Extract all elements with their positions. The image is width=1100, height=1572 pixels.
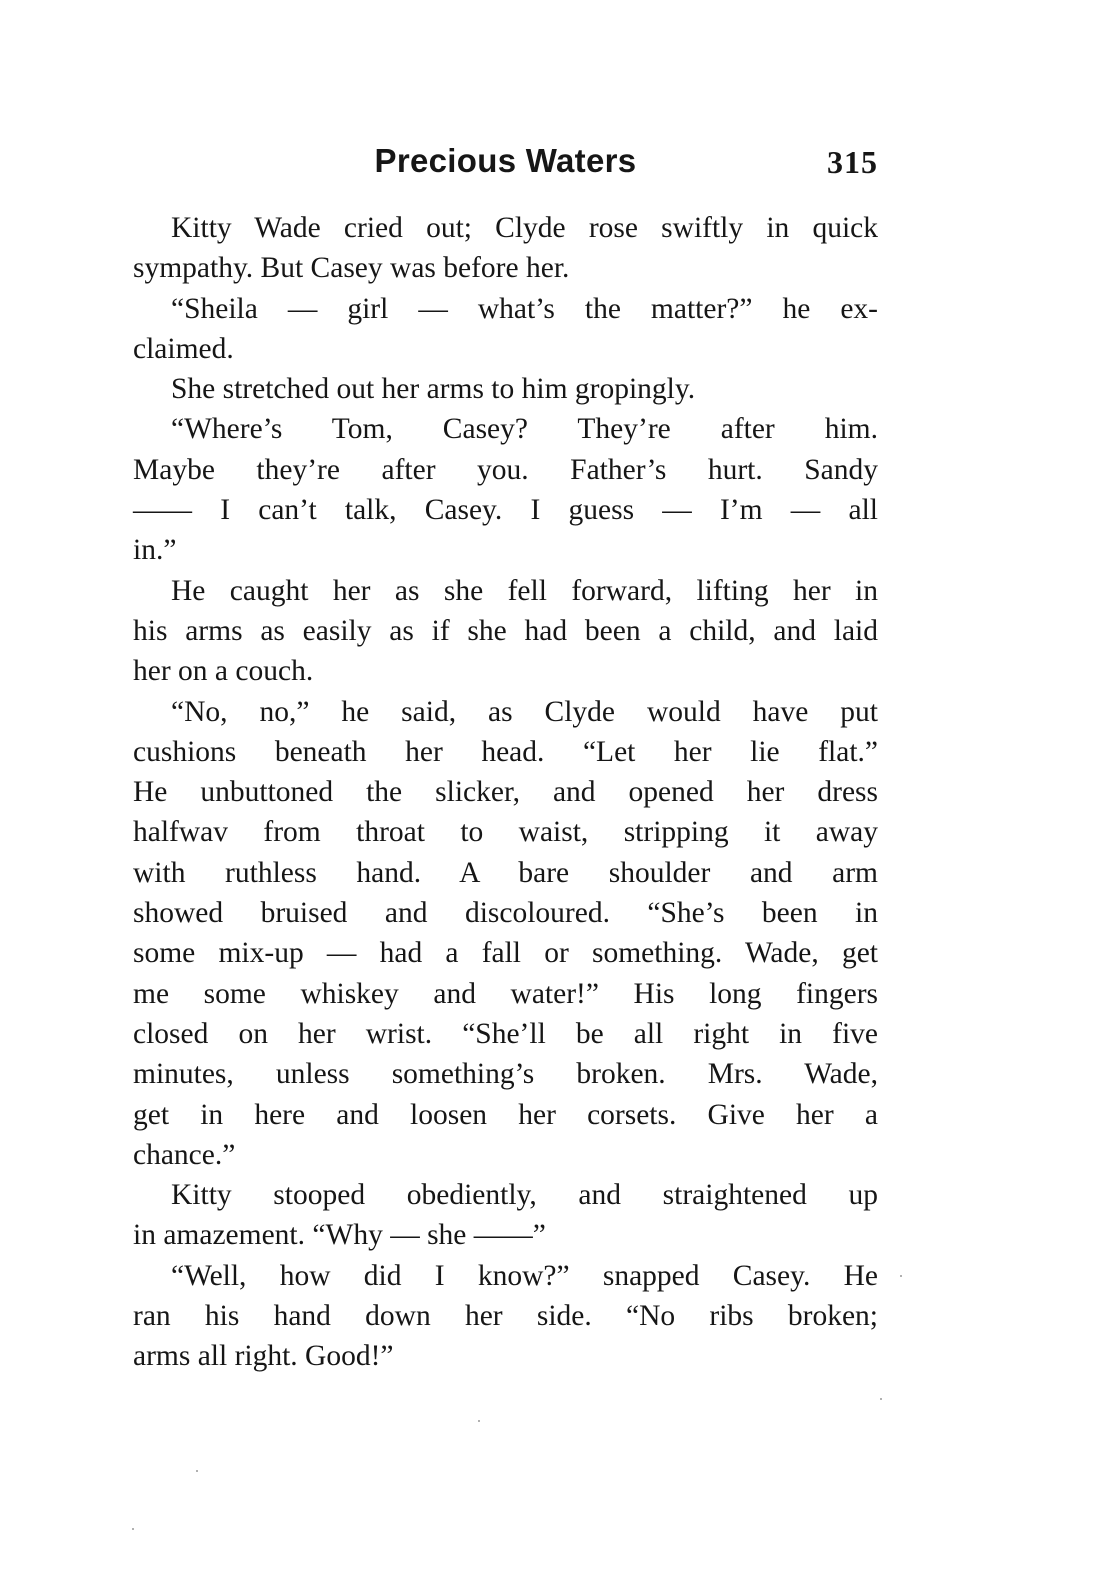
text-line: in amazement. “Why — she ——” — [133, 1219, 546, 1252]
text-line: —— I can’t talk, Casey. I guess — I’m — all — [133, 494, 878, 527]
text-line: minutes, unless something’s broken. Mrs. Wade, — [133, 1058, 878, 1091]
text-line: some mix-up — had a fall or something. Wade, get — [133, 937, 878, 970]
text-line: “Sheila — girl — what’s the matter?” he ex- — [171, 292, 878, 325]
text-line: closed on her wrist. “She’ll be all right in five — [133, 1017, 878, 1050]
scan-speck — [196, 1470, 198, 1472]
page-number: 315 — [827, 144, 878, 180]
text-line: Kitty Wade cried out; Clyde rose swiftly in quick — [171, 212, 878, 244]
text-line: He unbuttoned the slicker, and opened her dress — [133, 776, 878, 809]
text-line: “No, no,” he said, as Clyde would have put — [171, 695, 878, 728]
running-head — [133, 142, 878, 190]
text-line: “Where’s Tom, Casey? They’re after him. — [171, 413, 878, 446]
text-line: with ruthless hand. A bare shoulder and arm — [133, 856, 878, 889]
body-text — [133, 208, 878, 1377]
text-line: sympathy. But Casey was before her. — [133, 252, 570, 285]
scan-speck — [900, 1275, 902, 1277]
running-title: Precious Waters — [374, 142, 637, 179]
text-line: claimed. — [133, 332, 234, 365]
text-line: get in here and loosen her corsets. Give her a — [133, 1098, 878, 1131]
text-line: her on a couch. — [133, 655, 314, 688]
text-line: Kitty stooped obediently, and straightened up — [171, 1179, 878, 1212]
text-line: halfwav from throat to waist, stripping it away — [133, 816, 878, 849]
text-line: me some whiskey and water!” His long fingers — [133, 977, 878, 1010]
text-line: ran his hand down her side. “No ribs broken; — [133, 1300, 878, 1333]
text-line: his arms as easily as if she had been a child, and laid — [133, 614, 878, 647]
scan-speck — [478, 1420, 480, 1422]
text-line: chance.” — [133, 1138, 236, 1171]
text-line: in.” — [133, 534, 177, 567]
text-line: “Well, how did I know?” snapped Casey. He — [171, 1259, 878, 1292]
text-line: He caught her as she fell forward, lifting her in — [171, 574, 878, 607]
text-line: Maybe they’re after you. Father’s hurt. Sandy — [133, 453, 878, 486]
text-line: cushions beneath her head. “Let her lie flat.” — [133, 735, 878, 768]
text-line: showed bruised and discoloured. “She’s been in — [133, 897, 878, 930]
text-line: arms all right. Good!” — [133, 1340, 394, 1373]
scan-speck — [132, 1528, 134, 1530]
scan-speck — [880, 1398, 882, 1400]
text-line: She stretched out her arms to him gropingly. — [171, 373, 696, 406]
